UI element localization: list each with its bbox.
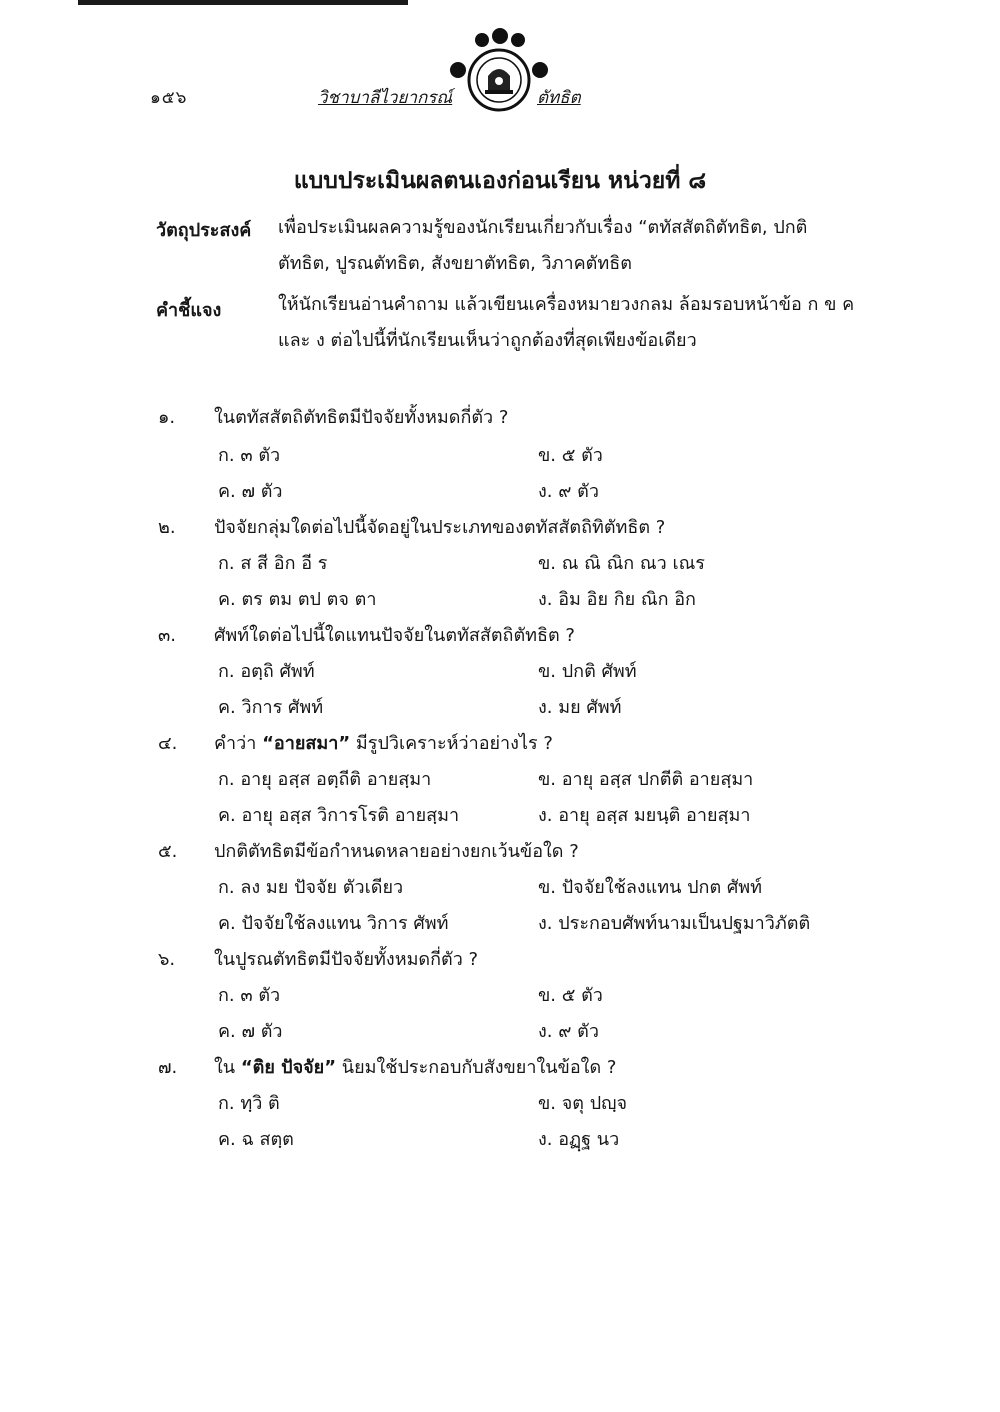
- question-text: ปกติตัทธิตมีข้อกำหนดหลายอย่างยกเว้นข้อใด ?: [214, 841, 579, 862]
- q7-option-a: ก. ทฺวิ ติ: [218, 1093, 280, 1114]
- q5-option-d: ง. ประกอบศัพท์นามเป็นปฐมาวิภัตติ: [538, 913, 811, 934]
- question-text: ปัจจัยกลุ่มใดต่อไปนี้จัดอยู่ในประเภทของตทัสสัตถิทิตัทธิต ?: [214, 517, 666, 538]
- question-text-before: คำว่า: [214, 733, 263, 754]
- question-text: [214, 728, 854, 757]
- q7-option-c: ค. ฉ สตฺต: [218, 1129, 294, 1150]
- q4-option-c: ค. อายุ อสฺส วิการโรติ อายสฺมา: [218, 805, 460, 826]
- q4-option-d: ง. อายุ อสฺส มยนฺติ อายสฺมา: [538, 805, 751, 826]
- question-number: ๔.: [158, 733, 178, 754]
- objective-label: วัตถุประสงค์: [156, 220, 252, 241]
- q3-option-b: ข. ปกติ ศัพท์: [538, 661, 637, 682]
- q7-option-b: ข. จตุ ปญฺจ: [538, 1093, 628, 1114]
- q6-option-c: ค. ๗ ตัว: [218, 1021, 283, 1042]
- q3-option-d: ง. มย ศัพท์: [538, 697, 622, 718]
- question-number: ๒.: [158, 517, 176, 538]
- q5-option-b: ข. ปัจจัยใช้ลงแทน ปกต ศัพท์: [538, 877, 763, 898]
- institution-logo-icon: [444, 28, 554, 128]
- q1-option-c: ค. ๗ ตัว: [218, 481, 283, 502]
- q2-option-c: ค. ตร ตม ตป ตจ ตา: [218, 589, 377, 610]
- question-number: ๖.: [158, 949, 176, 970]
- question-number: ๓.: [158, 625, 177, 646]
- question-text-bold: “อายสมา”: [262, 733, 351, 754]
- q5-option-c: ค. ปัจจัยใช้ลงแทน วิการ ศัพท์: [218, 913, 449, 934]
- header-topic: ตัทธิต: [537, 88, 581, 108]
- q1-option-a: ก. ๓ ตัว: [218, 445, 281, 466]
- instructions-text: ให้นักเรียนอ่านคำถาม แล้วเขียนเครื่องหมายวงกลม ล้อมรอบหน้าข้อ ก ข ค และ ง ต่อไปนี้ที่นักเรียนเห็นว่าถูกต้องที่สุดเพียงข้อเดียว: [278, 294, 855, 351]
- question-text-after: มีรูปวิเคราะห์ว่าอย่างไร ?: [350, 733, 553, 754]
- header-subject: วิชาบาลีไวยากรณ์: [318, 88, 453, 108]
- objective-text: เพื่อประเมินผลความรู้ของนักเรียนเกี่ยวกับเรื่อง “ตทัสสัตถิตัทธิต, ปกติตัทธิต, ปูรณตัทธิต, สังขยาตัทธิต, วิภาคตัทธิต: [278, 217, 808, 274]
- question-number: ๗.: [158, 1057, 178, 1078]
- q5-option-a: ก. ลง มย ปัจจัย ตัวเดียว: [218, 877, 404, 898]
- instructions-label: คำชี้แจง: [156, 300, 222, 321]
- top-scan-bar: [78, 0, 408, 5]
- q6-option-a: ก. ๓ ตัว: [218, 985, 281, 1006]
- q3-option-c: ค. วิการ ศัพท์: [218, 697, 324, 718]
- q1-option-d: ง. ๙ ตัว: [538, 481, 599, 502]
- q2-option-b: ข. ณ ณิ ณิก ณว เณร: [538, 553, 705, 574]
- q1-option-b: ข. ๕ ตัว: [538, 445, 603, 466]
- q6-option-d: ง. ๙ ตัว: [538, 1021, 599, 1042]
- question-text-before: ใน: [214, 1057, 241, 1078]
- q6-option-b: ข. ๕ ตัว: [538, 985, 603, 1006]
- q4-option-b: ข. อายุ อสฺส ปกตีติ อายสฺมา: [538, 769, 754, 790]
- q2-option-d: ง. อิม อิย กิย ณิก อิก: [538, 589, 696, 610]
- question-text: [214, 1052, 854, 1081]
- question-text-bold: “ติย ปัจจัย”: [240, 1057, 337, 1078]
- question-text: ในปูรณตัทธิตมีปัจจัยทั้งหมดกี่ตัว ?: [214, 949, 479, 970]
- question-text: ศัพท์ใดต่อไปนี้ใดแทนปัจจัยในตทัสสัตถิตัทธิต ?: [214, 625, 575, 646]
- question-text-after: นิยมใช้ประกอบกับสังขยาในข้อใด ?: [336, 1057, 617, 1078]
- q2-option-a: ก. ส สี อิก อี ร: [218, 553, 328, 574]
- question-number: ๑.: [158, 407, 176, 428]
- q3-option-a: ก. อตฺถิ ศัพท์: [218, 661, 315, 682]
- page-title: แบบประเมินผลตนเองก่อนเรียน หน่วยที่ ๘: [293, 168, 707, 194]
- question-number: ๕.: [158, 841, 178, 862]
- q7-option-d: ง. อฏฺฐ นว: [538, 1129, 620, 1150]
- question-text: ในตทัสสัตถิตัทธิตมีปัจจัยทั้งหมดกี่ตัว ?: [214, 407, 509, 428]
- q4-option-a: ก. อายุ อสฺส อตฺถีติ อายสฺมา: [218, 769, 432, 790]
- page-number: ๑๕๖: [150, 88, 188, 108]
